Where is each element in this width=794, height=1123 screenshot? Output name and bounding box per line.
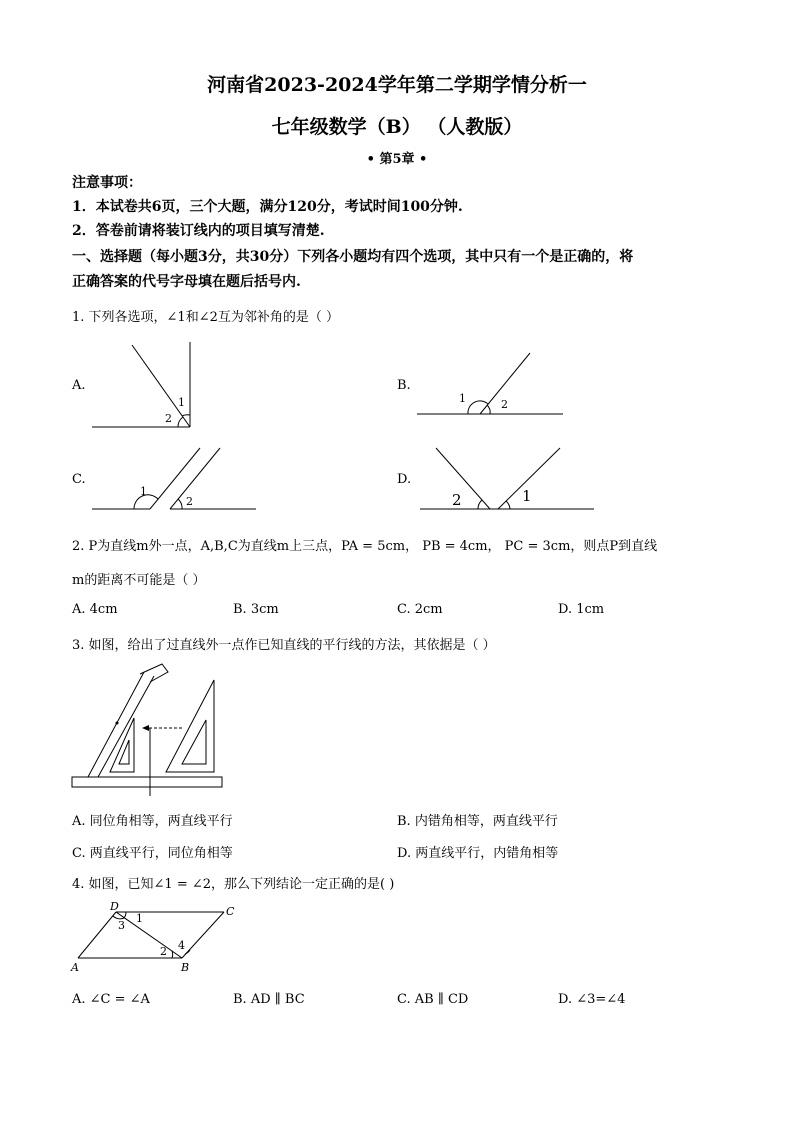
q1-figure-d — [418, 445, 598, 515]
exam-title: 河南省2023-2024学年第二学期学情分析一 — [207, 74, 587, 96]
q4-vertex-a-label: A — [71, 961, 79, 974]
q1-option-c-label: C. — [72, 472, 86, 487]
q2-option-c: C. 2cm — [397, 602, 443, 617]
q4-angle-1-label: 1 — [136, 912, 143, 925]
q3-option-a: A. 同位角相等，两直线平行 — [72, 814, 233, 829]
q3-option-b: B. 内错角相等，两直线平行 — [397, 814, 558, 829]
notice-heading: 注意事项： — [72, 175, 142, 191]
q1c-angle-1-label: 1 — [140, 485, 147, 498]
question-2-stem-line1: 2. P为直线m外一点，A,B,C为直线m上三点，PA = 5cm， PB = 4cm， PC = 3cm，则点P到直线 — [72, 539, 658, 554]
q4-option-a: A. ∠C = ∠A — [72, 992, 150, 1007]
q2-option-a: A. 4cm — [72, 602, 118, 617]
q4-vertex-c-label: C — [226, 905, 235, 918]
q4-option-d: D. ∠3=∠4 — [558, 992, 626, 1007]
q4-angle-3-label: 3 — [118, 919, 125, 932]
q3-option-c: C. 两直线平行，同位角相等 — [72, 846, 233, 861]
q2-option-b: B. 3cm — [233, 602, 279, 617]
notice-item-1: 1．本试卷共6页，三个大题，满分120分，考试时间100分钟. — [72, 199, 463, 215]
q1a-angle-1-label: 1 — [178, 396, 185, 409]
q4-angle-2-label: 2 — [160, 945, 167, 958]
q4-option-b: B. AD ∥ BC — [233, 992, 305, 1007]
question-3-stem: 3. 如图，给出了过直线外一点作已知直线的平行线的方法，其依据是（ ） — [72, 638, 496, 653]
q4-angle-4-label: 4 — [178, 939, 185, 952]
section-instructions-line2: 正确答案的代号字母填在题后括号内. — [72, 274, 301, 290]
q1-option-a-label: A. — [72, 378, 86, 393]
q4-vertex-d-label: D — [110, 900, 119, 913]
section-instructions-line1: 一、选择题（每小题3分，共30分）下列各小题均有四个选项，其中只有一个是正确的，将 — [72, 249, 634, 265]
notice-item-2: 2．答卷前请将装订线内的项目填写清楚. — [72, 223, 325, 239]
q1-figure-c — [90, 445, 260, 515]
q3-option-d: D. 两直线平行，内错角相等 — [397, 846, 559, 861]
q1b-angle-1-label: 1 — [459, 392, 466, 405]
question-2-stem-line2: m的距离不可能是（ ） — [72, 573, 206, 588]
q4-option-c: C. AB ∥ CD — [397, 992, 469, 1007]
q1a-angle-2-label: 2 — [165, 412, 172, 425]
question-4-stem: 4. 如图，已知∠1 = ∠2，那么下列结论一定正确的是( ) — [72, 877, 395, 892]
exam-subtitle: 七年级数学（B） （人教版） — [271, 116, 523, 138]
q1-option-b-label: B. — [397, 378, 411, 393]
q1-option-d-label: D. — [397, 472, 412, 487]
q3-figure-ruler-and-set-squares — [70, 660, 230, 800]
question-1-stem: 1. 下列各选项，∠1和∠2互为邻补角的是（ ） — [72, 310, 339, 325]
q2-option-d: D. 1cm — [558, 602, 605, 617]
q1d-angle-1-label: 1 — [522, 487, 532, 505]
q1-figure-b — [415, 350, 565, 420]
q1-figure-a — [90, 340, 200, 435]
q1d-angle-2-label: 2 — [452, 491, 462, 509]
q1c-angle-2-label: 2 — [186, 495, 193, 508]
chapter-label: • 第5章 • — [366, 152, 428, 167]
q1b-angle-2-label: 2 — [501, 398, 508, 411]
q4-figure-quadrilateral — [68, 898, 248, 978]
q4-vertex-b-label: B — [181, 961, 190, 974]
